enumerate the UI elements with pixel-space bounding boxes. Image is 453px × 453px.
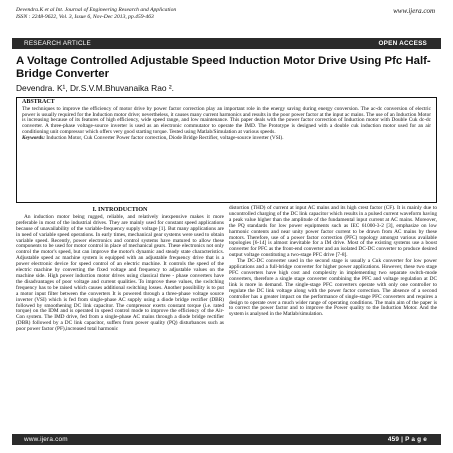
paper-authors: Devendra. K¹, Dr.S.V.M.Bhuvanaika Rao ². bbox=[16, 83, 174, 93]
abstract-body: The techniques to improve the efficiency of motor drive by power factor correction play an important role in the energy saving during energy conversion. The ac-dc conversion of electric power is usually required for the Induction motor drive; nevertheless, it causes many current harmonics and results in the poor power factor at the input ac mains. The use of an Induction Motor is increasing because of its features of high efficiency, wide speed range, and low maintenance. This paper deals with the power factor correction of Induction motor with Double Cuk dc-dc converter. A three-phase voltage-source inverter is used as an electronic commutator to operate the IMD. The Prototype is designed with a double cuk induction motor used for an air conditioning unit compressor which offers very good starting torque. Tested using Matlab/Simulation at various speeds. bbox=[22, 105, 431, 135]
keywords-label: Keywords: bbox=[22, 134, 45, 141]
journal-citation bbox=[16, 7, 316, 21]
paper-title: A Voltage Controlled Adjustable Speed Induction Motor Drive Using Pfc Half-Bridge Converter bbox=[16, 55, 431, 80]
keywords-body: Induction Motor, Cuk Converter Power factor correction, Diode Bridge Rectifier, voltage-source inverter (VSI). bbox=[46, 134, 284, 141]
open-access-label: OPEN ACCESS bbox=[378, 39, 427, 47]
citation-line-1: Devendra.K et al Int. Journal of Engineering Research and Application bbox=[16, 7, 177, 13]
left-column bbox=[16, 206, 224, 333]
article-type-label: RESEARCH ARTICLE bbox=[24, 39, 92, 47]
page-number: 459 | P a g e bbox=[387, 435, 427, 443]
abstract-heading: ABSTRACT bbox=[22, 99, 55, 105]
right-column bbox=[229, 206, 437, 318]
journal-url[interactable]: www.ijera.com bbox=[393, 7, 435, 15]
right-paragraph-1: distortion (THD) of current at input AC mains and its high crest factor (CF). It is mainly due to uncontrolled charging of the DC link capacitor which results in a pulsed current waveform having a peak value higher than the amplitude of the fundamental input current at AC mains. Moreover, the PQ standards for low power equipments such as IEC 61000-3-2 [3], emphasize on low harmonic contents and near unity power factor current to be drawn from AC mains by these motors. Therefore, use of a power factor correction (PFC) topology amongst various available topologies [6-14] is almost inevitable for a IM drive. Most of the existing systems use a boost converter for PFC as the front-end converter and an isolated DC-DC converter to produce desired output voltage constituting a two-stage PFC drive [7-8]. bbox=[229, 205, 437, 259]
article-type-bar bbox=[12, 38, 441, 49]
citation-line-2: ISSN : 2248-9622, Vol. 3, Issue 6, Nov-Dec 2013, pp.459-463 bbox=[16, 13, 154, 20]
intro-paragraph: An induction motor being rugged, reliable, and relatively inexpensive makes it more preferable in most of the industrial drives. They are mainly used for constant speed applications because of unavailability of the variable-frequency supply voltage [1]. But many applications are in need of variable speed operations. In early times, mechanical gear systems were used to obtain variable speed. Recently, power electronics and control systems have matured to allow these components to be used for motor control in place of mechanical gears. These electronics not only control the motor's speed, but can improve the motor's dynamic and steady state characteristics. Adjustable speed ac machine system is equipped with an adjustable frequency drive that is a power electronic device for speed control of an electric machine. It controls the speed of the electric machine by converting the fixed voltage and frequency to adjustable values on the machine side. High power induction motor drives using classical three - phase converters have the disadvantages of poor voltage and current qualities. To improve these values, the switching frequency has to be raised which causes additional switching losses. Another possibility is to put a motor input filter between the converters It is powered through a three-phase voltage source inverter (VSI) which is fed from single-phase AC supply using a diode bridge rectifier (DBR) followed by smoothening DC link capacitor. The compressor exerts constant torque (i.e. rated torque) on the IDM and is operated in speed control mode to improve the efficiency of the Air-Con system. The IMD drive, fed from a single-phase AC mains through a diode bridge rectifier (DBR) followed by a DC link capacitor, suffers from power quality (PQ) disturbances such as poor power factor (PF),increased total harmonic bbox=[16, 213, 224, 333]
abstract-box bbox=[16, 97, 437, 203]
footer-url[interactable]: www.ijera.com bbox=[24, 435, 68, 443]
footer-bar bbox=[12, 434, 441, 445]
section-heading-introduction: I. INTRODUCTION bbox=[92, 206, 148, 213]
right-paragraph-2: The DC-DC converter used in the second stage is usually a Cuk converter for low power applications and a full-bridge converter for higher power applications. However, these two stage PFC converters have high cost and complexity in implementing two separate switch-mode converters, therefore a single stage converter combining the PFC and voltage regulation at DC link is more in demand. The single-stage PFC converters operate with only one controller to regulate the DC link voltage along with the power factor correction. The absence of a second controller has a greater impact on the performance of single-stage PFC converters and requires a design to operate over a much wider range of operating conditions. The main aim of the paper is to correct the power factor and to improve the Power quality to the Induction Motor. And the system is analysed in the Matlab/simulation. bbox=[229, 258, 437, 318]
